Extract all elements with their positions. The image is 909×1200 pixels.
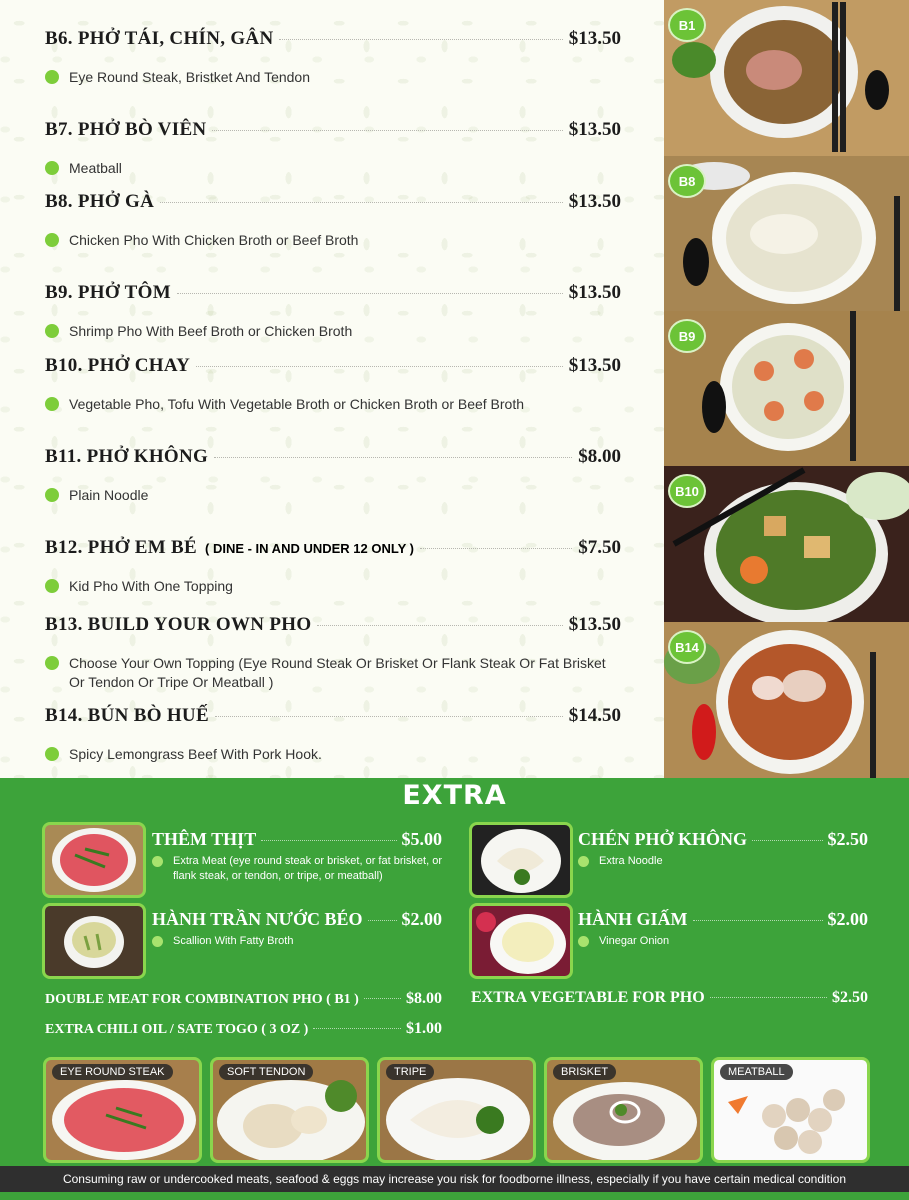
extra-item-hanh-tran: [152, 909, 442, 949]
photo-column: [664, 0, 909, 778]
item-price: $7.50: [578, 537, 621, 558]
item-name: B6. PHỞ TÁI, CHÍN, GÂN: [45, 28, 274, 49]
bullet-icon: [45, 397, 59, 411]
item-price: $13.50: [568, 614, 621, 635]
menu-item-b9: [45, 282, 621, 341]
item-price: $13.50: [568, 282, 621, 303]
item-price: $13.50: [568, 28, 621, 49]
bullet-icon: [45, 324, 59, 338]
dotted-leader: [364, 998, 401, 999]
extra-line-vegetable: [471, 989, 868, 1007]
item-name: B9. PHỞ TÔM: [45, 282, 171, 303]
bullet-icon: [45, 656, 59, 670]
bullet-icon: [45, 70, 59, 84]
item-description: Kid Pho With One Topping: [69, 578, 233, 594]
dotted-leader: [212, 130, 562, 131]
dotted-leader: [317, 625, 562, 626]
menu-item-b11: [45, 446, 621, 505]
extra-name: HÀNH TRẦN NƯỚC BÉO: [152, 909, 363, 929]
item-description: Choose Your Own Topping (Eye Round Steak Or Brisket Or Flank Steak Or Fat Brisket Or Tendon Or Tripe Or Meatball ): [69, 655, 606, 690]
topping-soft-tendon: [210, 1057, 369, 1163]
item-description: Shrimp Pho With Beef Broth or Chicken Broth: [69, 323, 353, 339]
extra-line-double-meat: [45, 990, 442, 1008]
dotted-leader: [214, 457, 572, 458]
extra-name: THÊM THỊT: [152, 829, 257, 849]
item-description: Spicy Lemongrass Beef With Pork Hook.: [69, 746, 322, 762]
extra-name: EXTRA CHILI OIL / SATE TOGO ( 3 OZ ): [45, 1022, 309, 1037]
dotted-leader: [420, 548, 572, 549]
item-description: Eye Round Steak, Bristket And Tendon: [69, 69, 311, 85]
menu-item-b6: [45, 28, 621, 87]
dotted-leader: [368, 920, 397, 921]
extra-title: EXTRA: [402, 780, 507, 811]
topping-brisket: [544, 1057, 703, 1163]
thumb-vinegar-onion: [469, 903, 573, 979]
menu-item-b10: [45, 355, 621, 414]
photo-tag: B14: [668, 630, 706, 664]
extra-name: HÀNH GIẤM: [578, 909, 688, 929]
item-name: B14. BÚN BÒ HUẾ: [45, 705, 209, 726]
extra-description: Vinegar Onion: [599, 935, 670, 947]
photo-tag: B9: [668, 319, 706, 353]
item-price: $13.50: [568, 191, 621, 212]
menu-item-b7: [45, 119, 621, 178]
extra-description: Extra Noodle: [599, 855, 663, 867]
dotted-leader: [160, 202, 563, 203]
topping-meatball: [711, 1057, 870, 1163]
item-description: Meatball: [69, 160, 122, 176]
photo-b9: [664, 311, 909, 466]
menu-item-b13: [45, 614, 621, 692]
thumb-scallion-broth: [42, 903, 146, 979]
topping-label: BRISKET: [553, 1064, 616, 1080]
extra-price: $2.50: [832, 989, 868, 1006]
extra-item-chen-pho-khong: [578, 829, 868, 869]
food-safety-disclaimer: Consuming raw or undercooked meats, seafood & eggs may increase you risk for foodborne illness, especially if you have certain medical condition: [0, 1166, 909, 1192]
extra-price: $5.00: [401, 829, 442, 849]
extra-description: Extra Meat (eye round steak or brisket, or fat brisket, or flank steak, or tendon, or tripe, or meatball): [173, 855, 442, 882]
photo-tag: B10: [668, 474, 706, 508]
dotted-leader: [215, 716, 563, 717]
bullet-icon: [152, 856, 163, 867]
dotted-leader: [177, 293, 563, 294]
photo-b1: [664, 0, 909, 156]
thumb-extra-meat: [42, 822, 146, 898]
bullet-icon: [578, 936, 589, 947]
extra-description: Scallion With Fatty Broth: [173, 935, 294, 947]
topping-eye-round-steak: [43, 1057, 202, 1163]
dotted-leader: [313, 1028, 401, 1029]
extra-item-them-thit: [152, 829, 442, 884]
dotted-leader: [261, 840, 396, 841]
item-name: B11. PHỞ KHÔNG: [45, 446, 209, 467]
item-price: $13.50: [568, 355, 621, 376]
item-name: B13. BUILD YOUR OWN PHO: [45, 614, 312, 635]
bullet-icon: [152, 936, 163, 947]
item-description: Chicken Pho With Chicken Broth or Beef Broth: [69, 232, 359, 248]
bullet-icon: [45, 233, 59, 247]
item-note: ( DINE - IN AND UNDER 12 ONLY ): [205, 541, 414, 556]
menu-item-b8: [45, 191, 621, 250]
topping-label: MEATBALL: [720, 1064, 793, 1080]
item-name: B10. PHỞ CHAY: [45, 355, 191, 376]
photo-b14: [664, 622, 909, 778]
bullet-icon: [45, 579, 59, 593]
thumb-extra-noodle: [469, 822, 573, 898]
extra-price: $8.00: [406, 990, 442, 1007]
bullet-icon: [45, 747, 59, 761]
extra-price: $1.00: [406, 1020, 442, 1037]
extra-item-hanh-giam: [578, 909, 868, 949]
item-price: $14.50: [568, 705, 621, 726]
dotted-leader: [710, 997, 827, 998]
topping-label: SOFT TENDON: [219, 1064, 313, 1080]
topping-tripe: [377, 1057, 536, 1163]
photo-b8: [664, 156, 909, 311]
extra-line-chili-oil: [45, 1020, 442, 1038]
extra-name: DOUBLE MEAT FOR COMBINATION PHO ( B1 ): [45, 992, 359, 1007]
item-description: Plain Noodle: [69, 487, 149, 503]
item-name: B12. PHỞ EM BÉ: [45, 537, 197, 558]
menu-item-b14: [45, 705, 621, 764]
item-price: $13.50: [568, 119, 621, 140]
menu-item-b12: [45, 537, 621, 596]
photo-tag: B1: [668, 8, 706, 42]
item-name: B8. PHỞ GÀ: [45, 191, 155, 212]
extra-price: $2.00: [401, 909, 442, 929]
extra-price: $2.50: [827, 829, 868, 849]
item-price: $8.00: [578, 446, 621, 467]
extra-name: EXTRA VEGETABLE FOR PHO: [471, 989, 705, 1006]
bullet-icon: [578, 856, 589, 867]
item-description: Vegetable Pho, Tofu With Vegetable Broth or Chicken Broth or Beef Broth: [69, 396, 525, 412]
topping-label: TRIPE: [386, 1064, 434, 1080]
menu-panel: [0, 0, 664, 778]
extra-name: CHÉN PHỞ KHÔNG: [578, 829, 748, 849]
extra-price: $2.00: [827, 909, 868, 929]
dotted-leader: [279, 39, 562, 40]
dotted-leader: [752, 840, 822, 841]
bullet-icon: [45, 161, 59, 175]
dotted-leader: [196, 366, 563, 367]
photo-tag: B8: [668, 164, 706, 198]
topping-label: EYE ROUND STEAK: [52, 1064, 173, 1080]
photo-b10: [664, 466, 909, 622]
bullet-icon: [45, 488, 59, 502]
item-name: B7. PHỞ BÒ VIÊN: [45, 119, 207, 140]
dotted-leader: [693, 920, 823, 921]
